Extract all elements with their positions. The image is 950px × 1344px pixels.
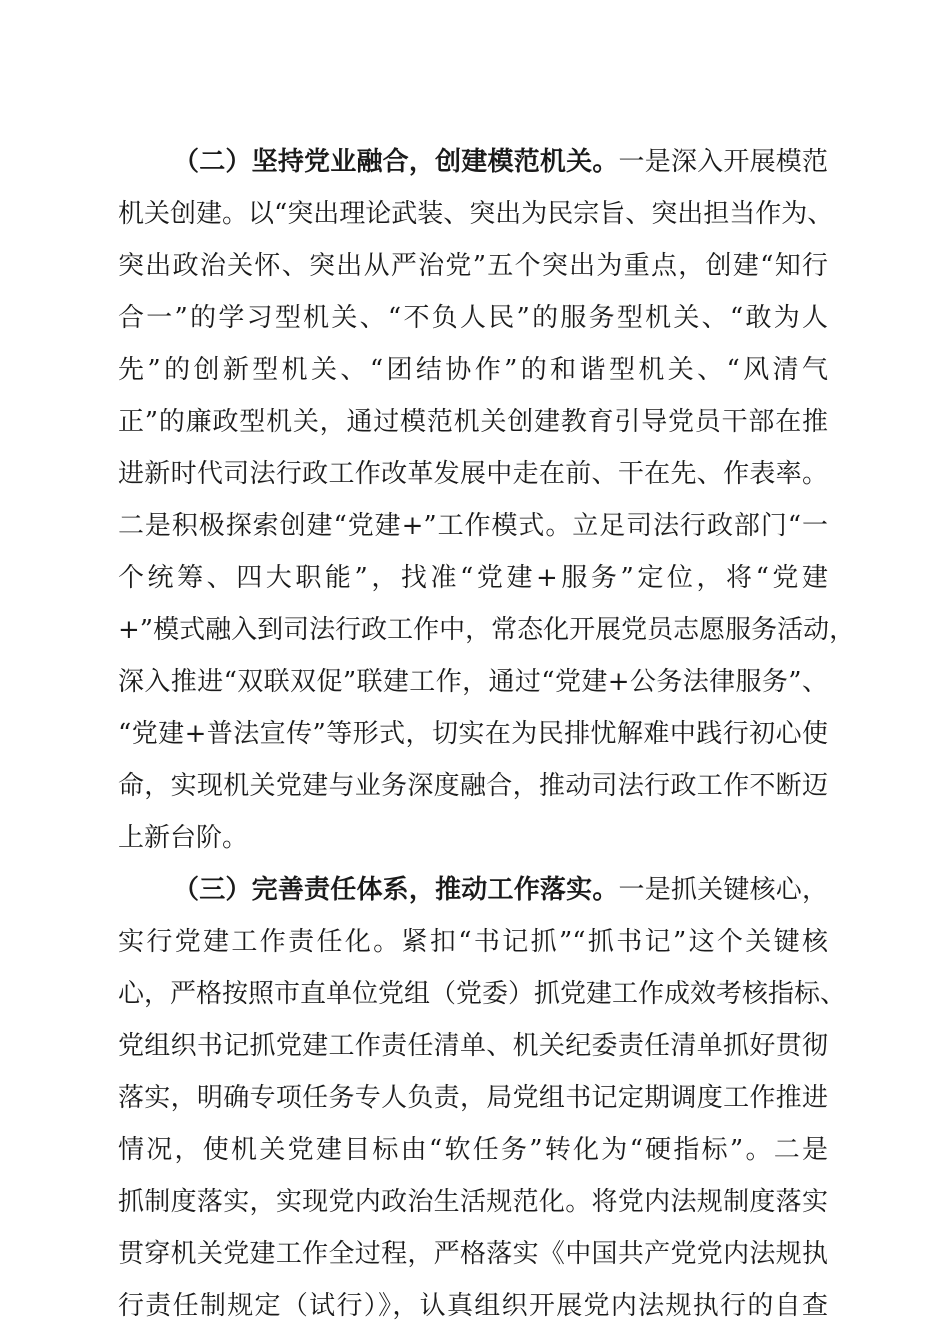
section3-line-8: 行责任制规定（试行）》，认真组织开展党内法规执行的自查	[118, 1291, 828, 1321]
section2-line-3: 合一”的学习型机关、“不负人民”的服务型机关、“敢为人	[118, 303, 828, 333]
section2-line-2: 突出政治关怀、突出从严治党”五个突出为重点，创建“知行	[118, 251, 828, 281]
section2-line-13: 上新台阶。	[118, 823, 249, 853]
section2-line-11: “党建+普法宣传”等形式，切实在为民排忧解难中践行初心使	[118, 719, 828, 749]
section2-line-8: 个统筹、四大职能”，找准“党建+服务”定位，将“党建	[118, 563, 828, 593]
section3-line-6: 抓制度落实，实现党内政治生活规范化。将党内法规制度落实	[118, 1187, 828, 1217]
section2-line-6: 进新时代司法行政工作改革发展中走在前、干在先、作表率。	[118, 459, 828, 489]
section3-line-3: 党组织书记抓党建工作责任清单、机关纪委责任清单抓好贯彻	[118, 1031, 828, 1061]
section2-first-line	[118, 136, 828, 188]
section2-line-1: 机关创建。以“突出理论武装、突出为民宗旨、突出担当作为、	[118, 199, 834, 229]
section2-line-4: 先”的创新型机关、“团结协作”的和谐型机关、“风清气	[118, 355, 828, 385]
section3-line-1: 实行党建工作责任化。紧扣“书记抓”“抓书记”这个关键核	[118, 927, 828, 957]
section3-line-2: 心，严格按照市直单位党组（党委）抓党建工作成效考核指标、	[118, 979, 847, 1009]
section2-line-7: 二是积极探索创建“党建+”工作模式。立足司法行政部门“一	[118, 511, 828, 541]
section3-line-0: 一是抓关键核心，	[618, 875, 828, 905]
section3-line-4: 落实，明确专项任务专人负责，局党组书记定期调度工作推进	[118, 1083, 828, 1113]
section2-heading: （二）坚持党业融合，创建模范机关。	[173, 147, 619, 177]
section2-line-0: 一是深入开展模范	[618, 147, 828, 177]
section3-heading: （三）完善责任体系，推动工作落实。	[173, 875, 619, 905]
section2-line-9: +”模式融入到司法行政工作中，常态化开展党员志愿服务活动，	[118, 615, 856, 645]
section3-line-5: 情况，使机关党建目标由“软任务”转化为“硬指标”。二是	[118, 1135, 828, 1165]
section2-line-12: 命，实现机关党建与业务深度融合，推动司法行政工作不断迈	[118, 771, 828, 801]
section3-line-7: 贯穿机关党建工作全过程，严格落实《中国共产党党内法规执	[118, 1239, 828, 1269]
section2-line-5: 正”的廉政型机关，通过模范机关创建教育引导党员干部在推	[118, 407, 828, 437]
document-body	[118, 136, 856, 1332]
section2-line-10: 深入推进“双联双促”联建工作，通过“党建+公务法律服务”、	[118, 667, 828, 697]
section3-first-line	[118, 864, 828, 916]
